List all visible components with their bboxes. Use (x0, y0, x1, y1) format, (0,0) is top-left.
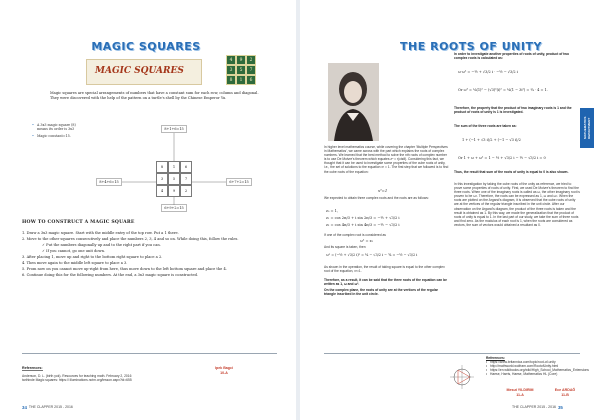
sum-equation-1: 1 + (−1 + √3 i)/2 + (−1 − √3 i)/2 (462, 138, 521, 142)
decorative-magic-square (226, 55, 256, 85)
argand-diagram (450, 365, 474, 389)
root-z2: z₂ = cos 4π/3 + i sin 4π/3 = −½ − √3/2 i (326, 223, 400, 227)
tile-cell: 6 (246, 75, 256, 85)
tile-cell: 3 (226, 65, 236, 75)
step-text: 6. Continue doing this for the following numbers. At the end, a 3x3 magic square is constructed. (22, 273, 199, 277)
left-references (22, 356, 134, 382)
right-footer (512, 402, 565, 412)
square-cell: 9 (168, 185, 180, 197)
square-cell: 4 (156, 185, 168, 197)
banner-text: MAGIC SQUARES (95, 66, 184, 76)
right-reference-divider (324, 353, 580, 354)
step-text: 3. After placing 1, move up and right to the bottom right square to place a 2. (22, 255, 163, 259)
omega-definition: ω² = z₂ (360, 239, 374, 243)
tile-cell: 2 (246, 55, 256, 65)
sum-top: 8+1+6=15 (161, 125, 187, 133)
roots-expectation: We expected to obtain three complex roots and the roots are as follows: (324, 196, 429, 200)
reference-list (486, 360, 589, 377)
author-name: Ece ARDAĞ (554, 388, 576, 392)
reference-divider (22, 353, 277, 354)
author-class: 11-B (561, 392, 569, 397)
square-cell: 7 (180, 173, 192, 185)
root-z0: z₀ = 1, (326, 209, 339, 213)
department-tab: MATHEMATICS DEPARTMENT (580, 108, 594, 148)
roots-col2-body: In this investigation by taking the cube roots of the unity as reference, we tried to prove some properties of roots of unity. First, we used De Moivre's theorem to find the three roots. When one of the imaginary roots is called as ω, the other imaginary root is proven to be ω². Therefore, the roots can be expressed as 1, ω and ω². When the roots are plotted on the Argand's diagram, it is observed that the cube roots of unity are at the vertices of the regular triangle inscribed in the unit circle. After our observation on the Argand's diagram, the product of the three roots is taken and the result is obtained as 1. By this way, we made the generalization that the product of roots of unity is equal to 1. In the last part of our study, we take the sum of three roots and find zero. As the modulus of each root is 1, when the roots are considered as vectors, the sum of vectors would obtained a resultant as 0. (454, 182, 580, 227)
three-roots-conclusion: Therefore, as a result, it can be said that the three roots of the equation can be written as 1, ω and ω². (324, 278, 447, 287)
magic-squares-intro: Magic squares are special arrangements of numbers that have a constant sum for each row, column and diagonal. They were discovered with the help of the pattern on a turtle's shell by the Chinese Emperor Yu. (50, 91, 259, 100)
footer-text: THE CLAPPER 2015 - 2016 (512, 405, 556, 409)
root-z1: z₁ = cos 2π/3 + i sin 2π/3 = −½ + √3/2 i (326, 216, 400, 220)
page-number: 34 (22, 404, 27, 410)
reference-item: • https://en.wikibooks.org/wiki/High_School_Mathematics_Extensions (486, 368, 580, 372)
construction-steps (22, 231, 280, 279)
references-heading: References: (22, 366, 43, 370)
sum-heading: The sum of the three roots are taken as: (454, 124, 517, 128)
reference-item: • Haese, Harris, Haese, Mathematics HL (Core) (486, 372, 580, 376)
square-cell: 6 (180, 161, 192, 173)
sum-bottom: 6+9+2=15 (161, 204, 187, 212)
sum-arrows (120, 131, 230, 211)
product-equation-2: Or ω³ = ¼(1)² − (√3)²(i)² = ¼(1 − 3i²) = ¼ · 4 = 1. (458, 88, 548, 92)
step-text: 5. From now on you cannot move up-right from here, thus move down to the left bottom square and place the 4. (22, 267, 227, 271)
sum-left: 8+4+6=15 (96, 178, 122, 186)
product-result: Therefore, the property that the product of two imaginary roots is 1 and the product of roots of unity is 1 is investigated. (454, 106, 572, 115)
footer-text: THE CLAPPER 2015 - 2016 (28, 405, 73, 409)
square-cell: 8 (156, 161, 168, 173)
author-name: Mesut YILDIRIM (506, 388, 534, 392)
magic-square-facts (32, 123, 86, 138)
tile-cell: 4 (226, 55, 236, 65)
portrait-image (328, 63, 379, 141)
howto-heading: HOW TO CONSTRUCT A MAGIC SQUARE (22, 220, 135, 225)
left-page-title: MAGIC SQUARES (91, 40, 201, 53)
author-class: 10-A (220, 370, 228, 375)
square-cell: 1 (168, 161, 180, 173)
magic-squares-banner (86, 59, 202, 85)
right-page-title: THE ROOTS OF UNITY (400, 40, 542, 53)
sum-equation-2: Or 1 + ω + ω² = 1 − ½ + √3/2 i − ½ − √3/2 i = 0 (458, 156, 546, 160)
roots-list (326, 208, 450, 229)
tile-cell: 5 (236, 65, 246, 75)
step-text: 1. Draw a 3x3 magic square. Start with the middle entry of the top row. Put a 1 there. (22, 231, 179, 235)
omega-square-equation: ω² = (−½ + √3/2 i)² = ¼ − √3/2 i − ¾ = −½ − √3/2 i (326, 253, 418, 257)
tile-cell: 7 (246, 65, 256, 75)
step-text: 2. Move to the other squares consecutively and place the numbers 2, 3, 4 and so on. While doing this, follow the rules. (22, 237, 239, 241)
rule-text: ✓ Put the numbers diagonally up and to the right part if you can. (42, 243, 161, 247)
step-text: 4. Then move again to the middle left square to place a 3. (22, 261, 128, 265)
sum-result: Thus, the result that sum of the roots of unity is equal to 0 is also shown. (454, 170, 569, 174)
left-footer (22, 402, 73, 412)
square-cell: 2 (180, 185, 192, 197)
square-cell: 3 (156, 173, 168, 185)
omega-square-intro: And its square is taken, then (324, 245, 366, 249)
author-class: 11-A (516, 392, 524, 397)
tile-cell: 9 (236, 55, 246, 65)
references-text: Anderson, D. L. (birth yok). Resources for teaching math. February 2, 2016 tarihinde Magic squares: https:// illuminations.nctm.org/lesson.aspx?id=655 (22, 374, 132, 383)
right-author-2 (548, 388, 582, 397)
references-heading: References: (486, 356, 505, 360)
square-cell: 5 (168, 173, 180, 185)
tile-cell: 1 (236, 75, 246, 85)
tile-cell: 8 (226, 75, 236, 85)
sum-right: 6+7+2=15 (226, 178, 252, 186)
right-author-1 (500, 388, 540, 397)
fact-item: • Magic constant=15. (32, 134, 86, 138)
right-references (486, 356, 589, 377)
page-number: 35 (557, 404, 563, 410)
product-equation-1: ω·ω² = −½ + √3/2 i · −½ − √3/2 i (458, 70, 518, 74)
fact-item: • A 3x3 magic square (8) means its order is 3x3 (32, 123, 86, 131)
square-result: As shown in the operation, the result of taking square is equal to the other complex root of the equation, x³=1. (324, 265, 445, 274)
rule-text: ✓ If you cannot, go one unit down. (42, 249, 106, 253)
roots-col1-body: In higher level mathematics course, while covering the chapter 'Multiple Perspectives in Mathematics', we came across with the part which explains the roots of complex numbers. We learned that the best method to solve the nth roots of complex number is to use De Moivre's theorem which equates zⁿ = r(cisθ). Considering this fact, we thought that it can be used to investigate some properties of the cube roots of unity, i.e., the set of solutions to the equation x³ = 1. The first step that we followed is to find the cube roots of the equation: (324, 145, 449, 174)
product-intro: In order to investigate another properties of roots of unity, product of two complex roots is calculated as: (454, 52, 569, 61)
left-author (200, 366, 248, 375)
reference-item: • https://www.britannica.com/topic/root-of-unity (486, 360, 580, 364)
omega-intro: If one of the complex root is considered as (324, 233, 386, 237)
mathematician-portrait (328, 63, 379, 141)
reference-item: • http://mathworld.wolfram.com/RootofUnity.html (486, 364, 580, 368)
argand-statement: On the complex plane, the roots of unity are at the vertices of the regular triangle inscribed in the unit circle. (324, 288, 438, 297)
author-name: Ipek Bagci (215, 366, 233, 370)
x-cubed-equation: x³=1 (378, 188, 388, 193)
